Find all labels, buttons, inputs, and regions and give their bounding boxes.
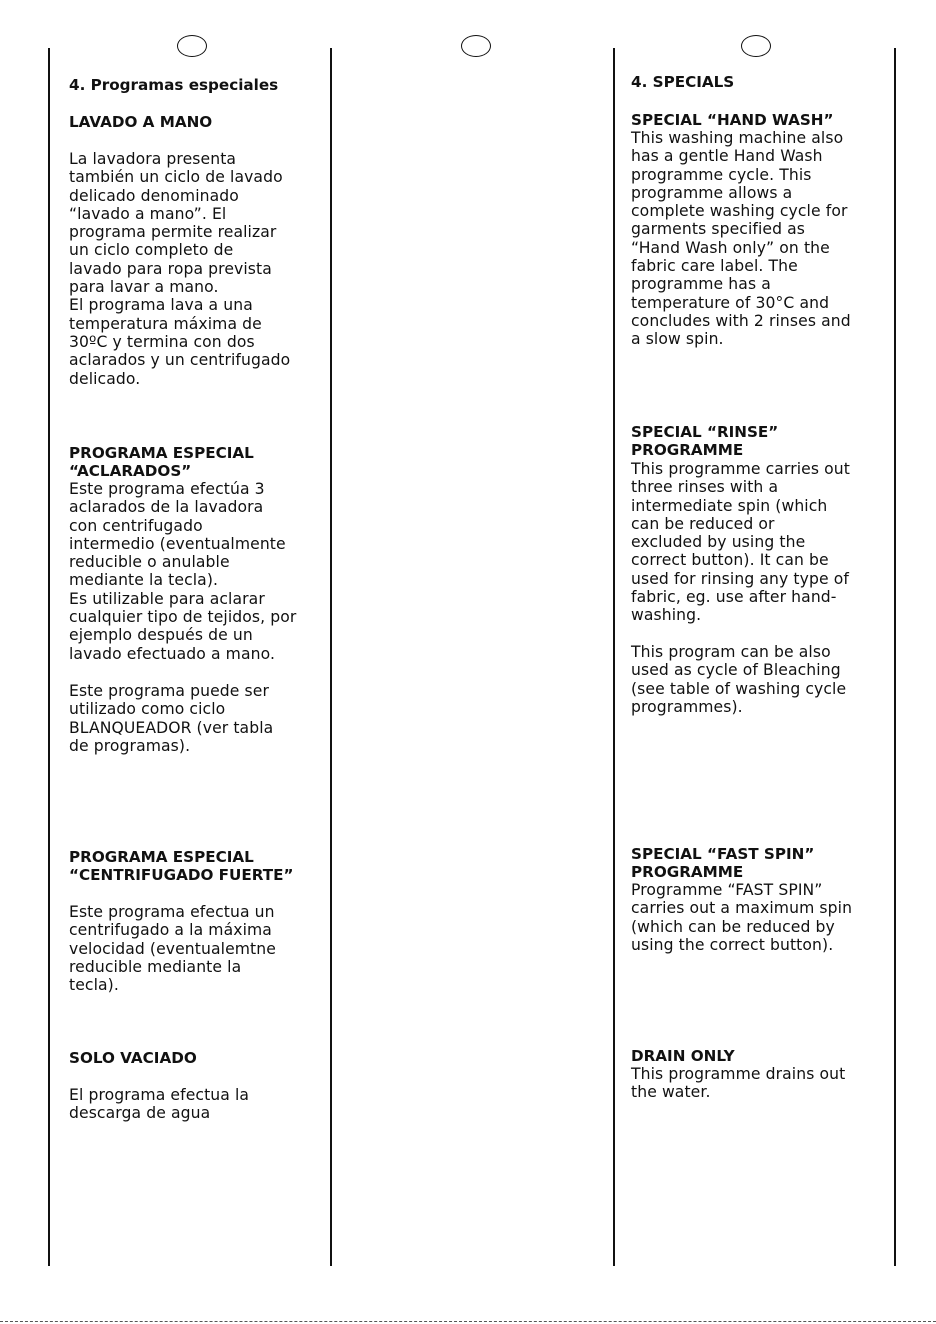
section-title: 4. SPECIALS (631, 73, 735, 91)
rinse-text: Este programa efectúa 3 aclarados de la lavadora con centrifugado intermedio (eventualmente reducible o anulable mediante la tecla). Es utilizable para aclarar cualquier tipo de tejidos, por ejemplo después de un lavado efectuado a mano. (69, 480, 297, 663)
column-rule-1 (48, 48, 50, 1266)
hand-wash-heading: LAVADO A MANO (69, 113, 213, 131)
spin-heading: PROGRAMA ESPECIAL “CENTRIFUGADO FUERTE” (69, 848, 294, 885)
rinse-text: This programme carries out three rinses with a intermediate spin (which can be reduced or excluded by using the correct button). It can be used for rinsing any type of fabric, eg. use after hand- washing. (631, 460, 850, 625)
hand-wash-text: This washing machine also has a gentle Hand Wash programme cycle. This programme allows a complete washing cycle for garments specified as “Hand Wash only” on the fabric care label. The programme has a temperature of 30°C and concludes with 2 rinses and a slow spin. (631, 129, 851, 349)
language-oval-left (177, 35, 207, 57)
hand-wash-text: La lavadora presenta también un ciclo de lavado delicado denominado “lavado a mano”. El programa permite realizar un ciclo completo de lavado para ropa prevista para lavar a mano. El programa lava a una temperatura máxima de 30ºC y termina con dos aclarados y un centrifugado delicado. (69, 150, 291, 388)
rinse-heading: SPECIAL “RINSE” PROGRAMME (631, 423, 779, 460)
rinse-bleach-text: This program can be also used as cycle of Bleaching (see table of washing cycle programmes). (631, 643, 847, 716)
column-rule-2 (330, 48, 332, 1266)
language-oval-right (741, 35, 771, 57)
spin-text: Este programa efectua un centrifugado a la máxima velocidad (eventualemtne reducible mediante la tecla). (69, 903, 276, 995)
drain-text: El programa efectua la descarga de agua (69, 1086, 250, 1123)
drain-text: This programme drains out the water. (631, 1065, 846, 1102)
language-oval-middle (461, 35, 491, 57)
spin-heading: SPECIAL “FAST SPIN” PROGRAMME (631, 845, 815, 882)
column-rule-4 (894, 48, 896, 1266)
drain-heading: SOLO VACIADO (69, 1049, 197, 1067)
page-bottom-rule (0, 1321, 936, 1322)
hand-wash-heading: SPECIAL “HAND WASH” (631, 111, 834, 129)
rinse-heading: PROGRAMA ESPECIAL “ACLARADOS” (69, 444, 254, 481)
rinse-bleach-text: Este programa puede ser utilizado como ciclo BLANQUEADOR (ver tabla de programas). (69, 682, 274, 755)
drain-heading: DRAIN ONLY (631, 1047, 735, 1065)
column-rule-3 (613, 48, 615, 1266)
section-title: 4. Programas especiales (69, 76, 279, 94)
spin-text: Programme “FAST SPIN” carries out a maximum spin (which can be reduced by using the correct button). (631, 881, 853, 954)
